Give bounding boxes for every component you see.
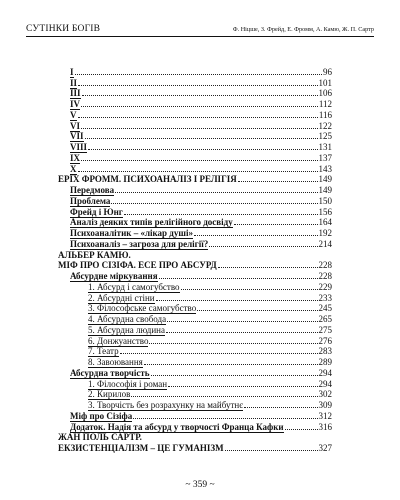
toc-entry-title: VIII [70,142,88,152]
toc-entry-title: X [70,163,77,174]
toc-entry-page: 302 [318,389,332,400]
leader-dots [133,418,317,419]
toc-entry-title: 3. Філософське самогубство [88,303,197,314]
toc-entry-title: Міф про Сізіфа [70,410,133,421]
toc-entry [58,292,332,303]
running-header [26,22,374,37]
toc-entry [58,410,332,421]
leader-dots [131,396,317,397]
toc-entry-page: 106 [318,88,332,99]
leader-dots [81,106,318,107]
toc-entry-page: 131 [318,142,332,152]
toc-entry [58,367,332,378]
toc-entry-page: 149 [318,185,332,195]
toc-entry-title: 1. Філософія і роман [88,378,168,389]
toc-entry-page: 137 [318,152,332,163]
toc-entry-title: V [70,109,77,120]
leader-dots [81,160,317,161]
toc-entry-title: IX [70,152,81,163]
book-title: СУТІНКИ БОГІВ [26,24,101,34]
toc-entry-title: IV [70,99,81,109]
toc-entry [58,324,332,335]
toc-entry-page: 289 [318,357,332,367]
toc-entry-page: 150 [318,195,332,206]
leader-dots [151,375,318,376]
toc-entry-title: 8. Завоювання [88,357,143,367]
toc-entry-title: VII [70,131,84,142]
leader-dots [156,300,318,301]
leader-dots [85,138,318,139]
toc-entry-title: МІФ ПРО СІЗІФА. ЕСЕ ПРО АБСУРД [58,260,217,271]
leader-dots [144,364,318,365]
toc-entry [58,66,332,77]
toc-entry-title: 6. Донжуанство [88,335,149,346]
leader-dots [78,85,317,86]
toc-entry [58,227,332,238]
leader-dots [244,407,317,408]
toc-entry-title: Передмова [70,185,115,195]
toc-entry [58,281,332,292]
toc-entry-page: 245 [318,303,332,314]
toc-entry-page: 294 [318,367,332,378]
leader-dots [81,128,317,129]
toc-entry-title: АЛЬБЕР КАМЮ. [58,249,131,260]
toc-entry [58,98,332,109]
toc-entry-title: 3. Творчість без розрахунку на майбутнє [88,400,244,410]
toc-entry [58,152,332,163]
toc-entry-page: 276 [318,335,332,346]
toc-entry-title: 2. Абсурдні стіни [88,292,155,303]
toc-entry-title: III [70,88,81,99]
toc-entry [58,389,332,400]
leader-dots [225,450,318,451]
authors-line: Ф. Ніцше, З. Фрейд, Е. Фромм, А. Камю, Ж. П. Сартр [232,26,374,33]
toc-entry-page: 265 [318,314,332,324]
toc-entry [58,346,332,357]
toc-entry-page: 149 [318,174,332,185]
toc-entry-title: Психоаналіз – загроза для релігії? [70,238,209,249]
leader-dots [234,224,318,225]
leader-dots [181,289,318,290]
toc-entry-page: 316 [318,421,332,432]
toc-entry [58,206,332,217]
toc-entry [58,442,332,453]
toc-entry-title: Проблема [70,195,111,206]
toc-entry-title: ЕРІХ ФРОММ. ПСИХОАНАЛІЗ І РЕЛІГІЯ [58,174,237,185]
toc-entry-title: 1. Абсурд і самогубство [88,281,180,292]
toc-entry-page: 101 [318,77,332,88]
toc-entry-page: 312 [318,410,332,421]
leader-dots [120,353,318,354]
leader-dots [75,74,322,75]
toc-entry [58,260,332,271]
toc-entry-page: 214 [318,238,332,249]
toc-entry-page: 327 [318,443,332,453]
toc-entry [58,131,332,142]
leader-dots [78,117,318,118]
toc-entry-title: I [70,66,74,77]
leader-dots [194,235,318,236]
toc-entry [58,378,332,389]
toc-entry [58,184,332,195]
toc-entry-page: 233 [318,292,332,303]
toc-entry-page: 143 [318,163,332,174]
table-of-contents [58,66,332,453]
toc-entry [58,141,332,152]
toc-entry-page: 125 [318,131,332,142]
toc-entry-title: Психоаналітик – «лікар душі» [70,228,193,238]
leader-dots [82,95,318,96]
toc-entry-page: 275 [318,324,332,335]
page-number: ~ 359 ~ [185,480,215,490]
toc-entry [58,356,332,367]
toc-entry-title: 7. Театр [88,346,119,357]
toc-entry-title: Аналіз деяких типів релігійного досвіду [70,217,233,228]
toc-entry-page: 156 [318,206,332,217]
toc-entry [58,163,332,174]
leader-dots [166,332,318,333]
leader-dots [209,246,317,247]
toc-entry-page: 192 [318,228,332,238]
leader-dots [78,171,318,172]
leader-dots [168,386,317,387]
toc-entry-title: 4. Абсурдна свобода [88,314,167,324]
leader-dots [197,310,317,311]
leader-dots [88,149,317,150]
toc-entry-title: Фрейд і Юнг [70,206,123,217]
toc-entry-page: 309 [318,400,332,410]
toc-entry [58,313,332,324]
toc-entry-title: 5. Абсурдна людина [88,324,165,335]
toc-entry [58,335,332,346]
toc-entry-page: 112 [318,99,332,109]
leader-dots [167,321,317,322]
toc-entry-page: 229 [318,281,332,292]
toc-entry-page: 116 [318,109,332,120]
toc-entry [58,432,332,443]
toc-entry [58,270,332,281]
toc-entry [58,421,332,432]
toc-entry [58,88,332,99]
leader-dots [115,192,317,193]
toc-entry [58,303,332,314]
toc-entry [58,399,332,410]
leader-dots [285,429,318,430]
toc-entry-title: VI [70,120,81,131]
toc-entry [58,109,332,120]
toc-entry-title: Абсурдна творчість [70,367,150,378]
toc-entry-title: Додаток. Надія та абсурд у творчості Франца Кафки [70,421,284,432]
leader-dots [238,181,318,182]
toc-entry [58,238,332,249]
leader-dots [218,267,318,268]
toc-entry [58,249,332,260]
leader-dots [124,214,318,215]
toc-entry-title: ЖАН ПОЛЬ САРТР. [58,432,142,443]
toc-entry [58,217,332,228]
toc-entry-title: II [70,77,78,88]
toc-entry-page: 96 [323,66,332,77]
toc-entry [58,195,332,206]
leader-dots [111,203,317,204]
leader-dots [149,343,317,344]
toc-entry-title: ЕКЗИСТЕНЦІАЛІЗМ – ЦЕ ГУМАНІЗМ [58,443,224,453]
toc-entry-page: 122 [318,120,332,131]
toc-entry [58,174,332,185]
toc-entry-page: 164 [318,217,332,228]
leader-dots [159,278,318,279]
toc-entry [58,120,332,131]
toc-entry-title: Абсурдне міркування [70,271,158,281]
toc-entry-page: 228 [318,271,332,281]
toc-entry [58,77,332,88]
toc-entry-page: 294 [318,378,332,389]
toc-entry-page: 283 [318,346,332,357]
toc-entry-title: 2. Кирилов [88,389,131,400]
toc-entry-page: 228 [318,260,332,271]
